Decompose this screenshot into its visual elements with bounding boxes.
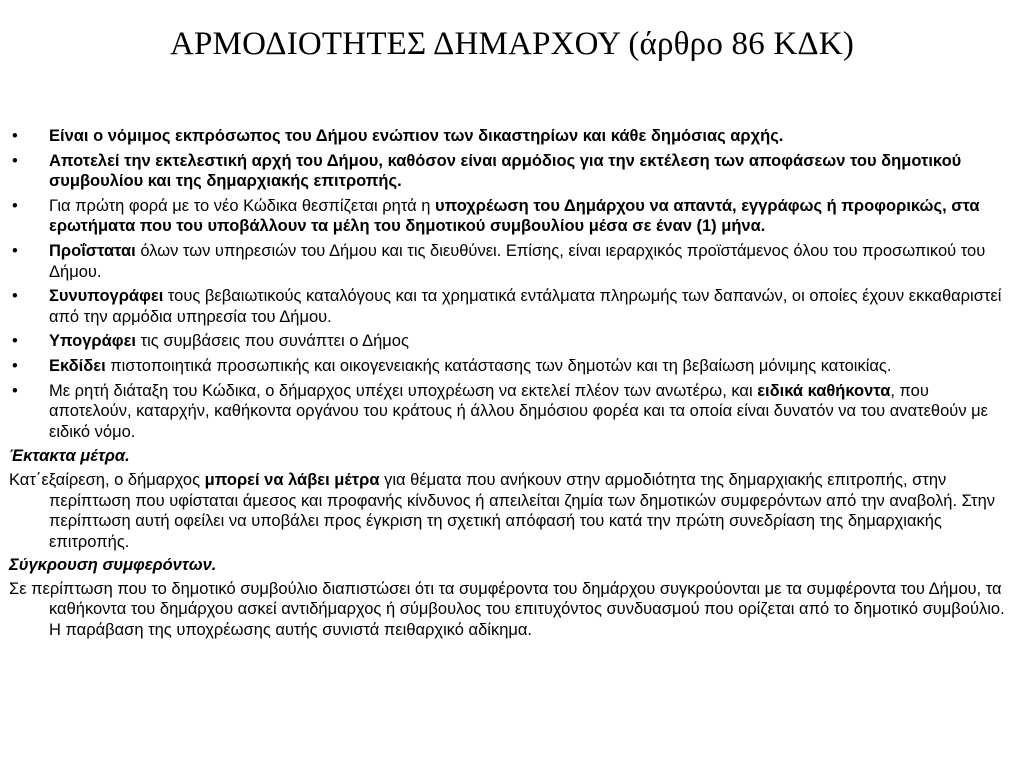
bullet-marker: •: [12, 287, 18, 306]
bold-text-run: Εκδίδει: [49, 356, 106, 375]
bullet-marker: •: [12, 127, 18, 145]
slide-title: ΑΡΜΟΔΙΟΤΗΤΕΣ ΔΗΜΑΡΧΟΥ (άρθρο 86 ΚΔΚ): [169, 26, 855, 62]
slide-content: [9, 126, 1014, 644]
bullet-marker: •: [12, 241, 18, 260]
section-heading: Έκτακτα μέτρα.: [9, 447, 130, 466]
bullet-marker: •: [12, 381, 18, 400]
bold-text-run: ειδικά καθήκοντα: [757, 381, 891, 400]
bullet-text: [49, 242, 985, 281]
section-paragraph: [9, 579, 1014, 641]
bullet-marker: •: [12, 332, 18, 351]
bullet-text: [49, 197, 980, 236]
text-run: , που αποτελούν, καταρχήν, καθήκοντα οργάνου του κράτους ή άλλου δημόσιου φορέα και τα οποία είναι δυνατόν να του ανατεθούν με ειδικό νόμο.: [49, 381, 989, 441]
text-run: τους βεβαιωτικούς καταλόγους και τα χρηματικά εντάλματα πληρωμής των δαπανών, οι οποίες έχουν εκκαθαριστεί από την αρμόδια υπηρεσία του Δήμου.: [49, 287, 1002, 326]
bullet-item: [9, 241, 1014, 282]
bullet-list: [9, 126, 1014, 442]
bullet-text: [49, 127, 783, 145]
bullet-marker: •: [12, 196, 18, 215]
bold-text-run: Υπογράφει: [49, 332, 137, 351]
bold-text-run: Αποτελεί την εκτελεστική αρχή του Δήμου, καθόσον είναι αρμόδιος για την εκτέλεση των αποφάσεων του δημοτικού συμβουλίου και της δημαρχιακής επιτροπής.: [49, 151, 962, 191]
bullet-item: [9, 381, 1014, 443]
bold-text-run: Συνυπογράφει: [49, 287, 164, 306]
text-run: Με ρητή διάταξη του Κώδικα, ο δήμαρχος υπέχει υποχρέωση να εκτελεί πλέον των ανωτέρω, και: [49, 381, 758, 400]
section-paragraph: [9, 470, 1014, 552]
bullet-marker: •: [12, 356, 18, 375]
bullet-item: [9, 151, 1014, 192]
bullet-text: [49, 152, 961, 191]
bold-text-run: υποχρέωση του Δημάρχου να απαντά, εγγράφως ή προφορικώς, στα ερωτήματα που του υποβάλλουν τα μέλη του δημοτικού συμβουλίου μέσα σε έναν (1) μήνα.: [49, 196, 980, 236]
bullet-item: [9, 196, 1014, 237]
bullet-item: [9, 331, 1014, 352]
text-run: τις συμβάσεις που συνάπτει ο Δήμος: [136, 332, 409, 351]
sections: [9, 446, 1014, 640]
bullet-item: [9, 126, 1014, 147]
bullet-item: [9, 356, 1014, 377]
text-run: Κατ΄εξαίρεση, ο δήμαρχος: [9, 470, 205, 489]
bold-text-run: Προΐσταται: [49, 241, 136, 260]
text-run: όλων των υπηρεσιών του Δήμου και τις διευθύνει. Επίσης, είναι ιεραρχικός προϊστάμενος όλου του προσωπικού του Δήμου.: [49, 241, 986, 281]
text-run: Για πρώτη φορά με το νέο Κώδικα θεσπίζεται ρητά η: [49, 196, 436, 215]
bullet-item: [9, 286, 1014, 327]
bullet-text: [49, 287, 1001, 326]
section-heading: Σύγκρουση συμφερόντων.: [9, 556, 217, 575]
bullet-marker: •: [12, 151, 18, 170]
text-run: πιστοποιητικά προσωπικής και οικογενειακής κατάστασης των δημοτών και τη βεβαίωση μόνιμης κατοικίας.: [105, 356, 892, 375]
bullet-text: [49, 382, 988, 441]
bullet-text: [49, 357, 891, 375]
text-run: για θέματα που ανήκουν στην αρμοδιότητα της δημαρχιακής επιτροπής, στην περίπτωση που υφίσταται άμεσος και προφανής κίνδυνος ή απειλείται ζημία των δημοτικών συμφερόντων από την αναβολή. Στην περίπτωση αυτή οφείλει να υποβάλει προς έγκριση τη σχετική απόφασή του κατά την πρώτη συνεδρίαση της δημαρχιακής επιτροπής.: [49, 470, 995, 551]
bold-text-run: μπορεί να λάβει μέτρα: [204, 470, 380, 489]
bold-text-run: Είναι ο νόμιμος εκπρόσωπος του Δήμου ενώπιον των δικαστηρίων και κάθε δημόσιας αρχής.: [49, 127, 784, 145]
bullet-text: [49, 332, 409, 350]
text-run: Σε περίπτωση που το δημοτικό συμβούλιο διαπιστώσει ότι τα συμφέροντα του δημάρχου συγκρούονται με τα συμφέροντα του Δήμου, τα καθήκοντα του δημάρχου ασκεί αντιδήμαρχος ή σύμβουλος του επιτυχόντος συνδυασμού που ορίζεται από το δημοτικό συμβούλιο. Η παράβαση της υποχρέωσης αυτής συνιστά πειθαρχικό αδίκημα.: [9, 579, 1005, 640]
